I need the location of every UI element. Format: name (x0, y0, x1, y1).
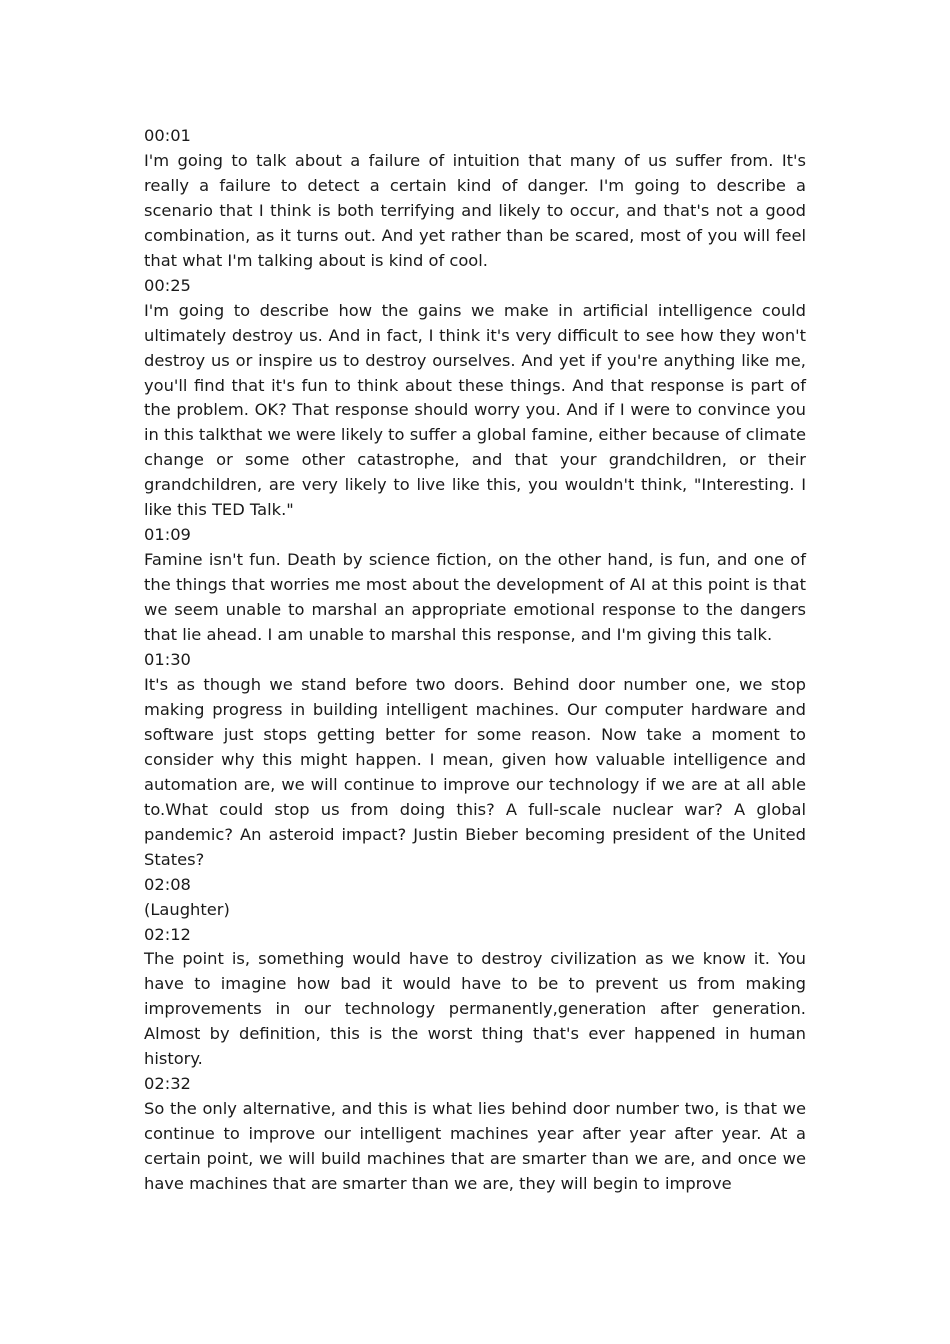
transcript-segment (144, 873, 806, 923)
timestamp: 02:12 (144, 924, 191, 944)
timestamp: 02:08 (144, 874, 191, 894)
timestamp: 02:32 (144, 1074, 191, 1094)
transcript-paragraph: I'm going to talk about a failure of intuition that many of us suffer from. It's really a failure to detect a certain kind of danger. I'm going to describe a scenario that I think is both terrifying and likely to occur, and that's not a good combination, as it turns out. And yet rather than be scared, most of you will feel that what I'm talking about is kind of cool. (144, 150, 806, 270)
transcript-segment (144, 1072, 806, 1197)
transcript-paragraph: I'm going to describe how the gains we make in artificial intelligence could ultimately destroy us. And in fact, I think it's very difficult to see how they won't destroy us or inspire us to destroy ourselves. And yet if you're anything like me, you'll find that it's fun to think about these things. And that response is part of the problem. OK? That response should worry you. And if I were to convince you in this talkthat we were likely to suffer a global famine, either because of climate change or some other catastrophe, and that your grandchildren, or their grandchildren, are very likely to live like this, you wouldn't think, "Interesting. I like this TED Talk." (144, 300, 806, 520)
transcript-segment (144, 274, 806, 524)
transcript-segment (144, 124, 806, 274)
transcript-segment (144, 523, 806, 648)
transcript-paragraph: It's as though we stand before two doors. Behind door number one, we stop making progress in building intelligent machines. Our computer hardware and software just stops getting better for some reason. Now take a moment to consider why this might happen. I mean, given how valuable intelligence and automation are, we will continue to improve our technology if we are at all able to.What could stop us from doing this? A full-scale nuclear war? A global pandemic? An asteroid impact? Justin Bieber becoming president of the United States? (144, 674, 806, 869)
transcript-segment (144, 923, 806, 1073)
transcript-page (144, 124, 806, 1197)
timestamp: 00:25 (144, 275, 191, 295)
transcript-paragraph: Famine isn't fun. Death by science fiction, on the other hand, is fun, and one of the things that worries me most about the development of AI at this point is that we seem unable to marshal an appropriate emotional response to the dangers that lie ahead. I am unable to marshal this response, and I'm giving this talk. (144, 550, 806, 645)
timestamp: 00:01 (144, 126, 191, 145)
transcript-paragraph: (Laughter) (144, 899, 230, 919)
transcript-paragraph: The point is, something would have to destroy civilization as we know it. You have to imagine how bad it would have to be to prevent us from making improvements in our technology permanently,generation after generation. Almost by definition, this is the worst thing that's ever happened in human history. (144, 949, 806, 1069)
transcript-paragraph: So the only alternative, and this is what lies behind door number two, is that we continue to improve our intelligent machines year after year after year. At a certain point, we will build machines that are smarter than we are, and once we have machines that are smarter than we are, they will begin to improve (144, 1099, 806, 1194)
timestamp: 01:09 (144, 525, 191, 545)
transcript-segment (144, 648, 806, 873)
timestamp: 01:30 (144, 650, 191, 670)
